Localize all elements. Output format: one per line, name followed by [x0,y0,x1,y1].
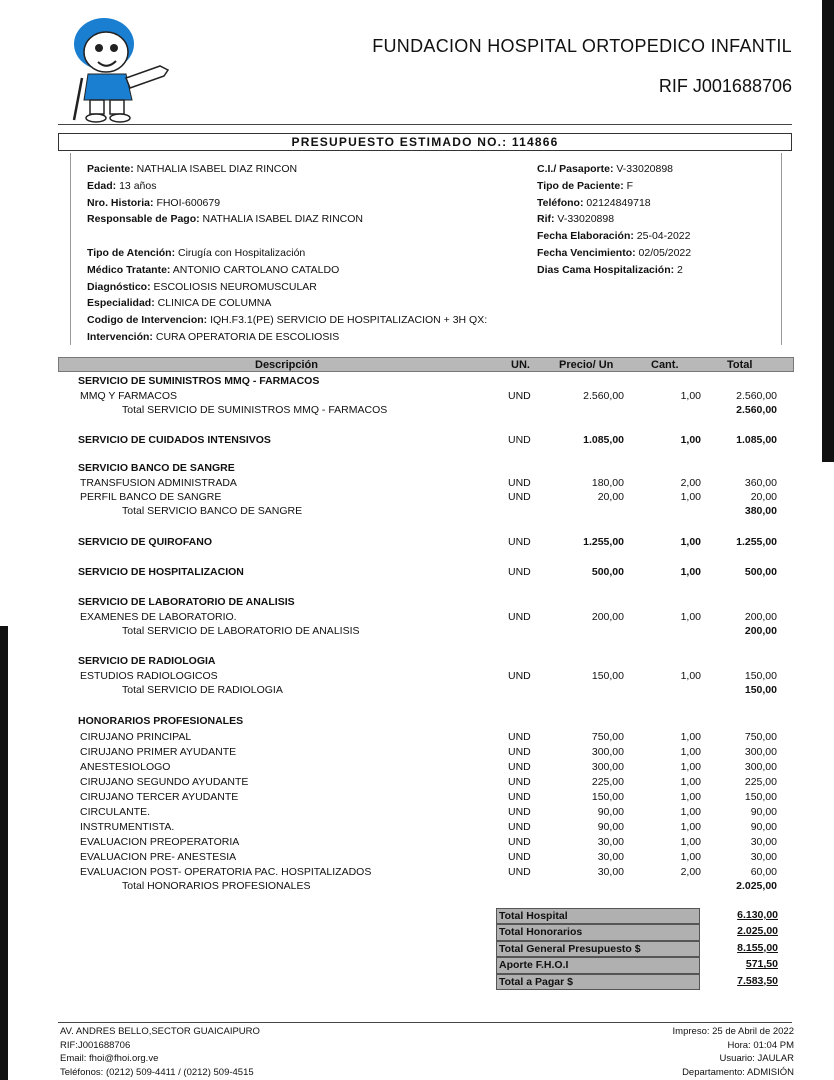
footer-line: Hora: 01:04 PM [727,1039,794,1051]
field-value: IQH.F3.1(PE) SERVICIO DE HOSPITALIZACION + 3H QX: [210,314,488,327]
row-unit: UND [508,836,531,848]
col-description: Descripción [255,359,318,371]
row-quantity: 1,00 [680,821,701,833]
patient-field [87,331,339,343]
row-quantity: 1,00 [680,731,701,743]
row-description: EVALUACION PRE- ANESTESIA [80,851,237,863]
row-price: 225,00 [591,776,624,788]
row-total: 90,00 [750,806,777,818]
row-description: SERVICIO DE SUMINISTROS MMQ - FARMACOS [78,375,320,387]
row-quantity: 2,00 [680,477,701,489]
patient-field [87,180,156,192]
row-price: 30,00 [597,851,624,863]
organization-rif: RIF J001688706 [658,76,792,96]
row-unit: UND [508,611,531,623]
row-unit: UND [508,821,531,833]
row-price: 150,00 [591,791,624,803]
row-unit: UND [508,477,531,489]
row-total: 380,00 [744,505,777,517]
patient-field [537,247,691,259]
row-price: 90,00 [597,806,624,818]
row-price: 1.085,00 [583,434,624,446]
patient-field [87,314,487,326]
field-label: Médico Tratante: [87,263,171,276]
row-description: Total SERVICIO DE LABORATORIO DE ANALISIS [122,625,360,637]
row-quantity: 1,00 [680,776,701,788]
scan-edge-left [0,626,8,1080]
field-value: ESCOLIOSIS NEUROMUSCULAR [153,280,317,293]
row-quantity: 1,00 [680,851,701,863]
patient-field [537,230,691,242]
patient-field [537,180,633,192]
row-description: EXAMENES DE LABORATORIO. [80,611,237,623]
row-unit: UND [508,390,531,402]
field-label: C.I./ Pasaporte: [537,163,614,175]
row-quantity: 1,00 [680,670,701,682]
row-quantity: 1,00 [680,761,701,773]
scan-edge-right [822,0,834,462]
field-label: Dias Cama Hospitalización: [537,263,675,276]
field-label: Tipo de Atención: [87,247,176,259]
row-description: CIRUJANO PRINCIPAL [80,731,192,743]
total-label: Total a Pagar $ [496,974,700,990]
row-total: 200,00 [744,625,777,637]
field-label: Intervención: [87,331,153,343]
field-label: Codigo de Intervencion: [87,314,208,327]
col-quantity: Cant. [651,359,679,371]
row-description: CIRUJANO SEGUNDO AYUDANTE [80,776,249,788]
footer-line: Impreso: 25 de Abril de 2022 [672,1026,794,1037]
field-label: Especialidad: [87,297,155,310]
row-description: EVALUACION PREOPERATORIA [80,836,240,848]
field-label: Tipo de Paciente: [537,179,624,192]
organization-name: FUNDACION HOSPITAL ORTOPEDICO INFANTIL [372,36,792,56]
footer-line: Teléfonos: (0212) 509-4411 / (0212) 509-4515 [60,1066,254,1078]
footer-address [60,1025,260,1079]
row-price: 30,00 [597,836,624,848]
row-price: 200,00 [591,611,624,623]
row-total: 2.560,00 [736,404,777,416]
row-description: SERVICIO DE LABORATORIO DE ANALISIS [78,596,295,608]
row-unit: UND [508,536,531,548]
row-unit: UND [508,851,531,863]
row-total: 2.560,00 [736,390,777,402]
field-value: CURA OPERATORIA DE ESCOLIOSIS [155,331,340,343]
row-price: 300,00 [591,746,624,758]
patient-field [537,163,673,175]
row-quantity: 1,00 [680,746,701,758]
col-price: Precio/ Un [559,359,614,371]
row-description: TRANSFUSION ADMINISTRADA [80,477,237,489]
row-quantity: 1,00 [680,434,701,446]
patient-info-panel [70,153,782,345]
patient-field [87,264,339,276]
field-value: FHOI-600679 [156,196,221,209]
patient-field [537,197,651,209]
row-unit: UND [508,776,531,788]
row-price: 150,00 [591,670,624,682]
row-description: INSTRUMENTISTA. [80,821,175,833]
row-description: Total SERVICIO DE SUMINISTROS MMQ - FARMACOS [122,404,388,416]
row-price: 300,00 [591,761,624,773]
row-description: Total HONORARIOS PROFESIONALES [122,880,311,892]
row-unit: UND [508,491,531,503]
row-unit: UND [508,746,531,758]
row-description: CIRUJANO TERCER AYUDANTE [80,791,239,803]
row-total: 60,00 [750,866,777,878]
total-value: 2.025,00 [737,925,778,938]
field-value: V-33020898 [557,213,615,226]
total-label: Total Honorarios [496,924,700,940]
row-total: 1.255,00 [736,536,777,548]
row-total: 30,00 [750,836,777,848]
patient-field [87,247,305,259]
field-value: Cirugía con Hospitalización [178,247,306,259]
field-label: Nro. Historia: [87,196,154,209]
row-price: 500,00 [591,566,624,578]
field-value: 2 [677,263,683,276]
row-description: MMQ Y FARMACOS [80,390,178,402]
row-description: ANESTESIOLOGO [80,761,171,773]
col-total: Total [727,359,753,371]
row-description: SERVICIO DE RADIOLOGIA [78,655,216,667]
row-description: CIRUJANO PRIMER AYUDANTE [80,746,237,758]
patient-field [87,297,271,309]
total-value: 7.583,50 [737,974,778,987]
field-label: Paciente: [87,163,134,175]
row-description: Total SERVICIO BANCO DE SANGRE [122,505,303,517]
footer-print-info [673,1025,794,1079]
footer-line: Usuario: JAULAR [719,1053,794,1064]
field-value: NATHALIA ISABEL DIAZ RINCON [136,163,298,175]
row-quantity: 1,00 [680,836,701,848]
row-quantity: 1,00 [680,390,701,402]
total-label: Total General Presupuesto $ [496,941,700,957]
patient-field [87,281,317,293]
field-label: Diagnóstico: [87,280,151,293]
row-quantity: 1,00 [680,611,701,623]
document-title: PRESUPUESTO ESTIMADO NO.: 114866 [58,133,792,151]
row-total: 225,00 [744,776,777,788]
row-unit: UND [508,731,531,743]
row-description: SERVICIO BANCO DE SANGRE [78,462,235,474]
row-unit: UND [508,434,531,446]
row-description: SERVICIO DE QUIROFANO [78,536,212,548]
row-description: SERVICIO DE HOSPITALIZACION [78,566,244,578]
row-total: 20,00 [750,491,777,503]
row-total: 500,00 [744,566,777,578]
row-quantity: 2,00 [680,866,701,878]
row-price: 1.255,00 [583,536,624,548]
field-label: Edad: [87,179,117,192]
patient-field [87,213,363,225]
row-total: 200,00 [744,611,777,623]
total-value: 6.130,00 [737,909,778,921]
row-total: 2.025,00 [736,880,777,892]
row-total: 360,00 [744,477,777,489]
field-value: 13 años [119,179,157,192]
row-quantity: 1,00 [680,791,701,803]
field-label: Fecha Vencimiento: [537,247,636,259]
col-unit: UN. [511,359,530,371]
field-label: Fecha Elaboración: [537,230,634,243]
field-label: Rif: [537,213,555,226]
totals-box [496,908,700,990]
row-unit: UND [508,670,531,682]
patient-field [87,163,297,175]
row-price: 2.560,00 [583,390,624,402]
row-quantity: 1,00 [680,536,701,548]
row-total: 750,00 [744,731,777,743]
row-quantity: 1,00 [680,806,701,818]
row-description: HONORARIOS PROFESIONALES [78,715,244,727]
row-total: 300,00 [744,746,777,758]
field-value: CLINICA DE COLUMNA [157,297,272,310]
row-unit: UND [508,806,531,818]
row-total: 30,00 [750,851,777,863]
row-quantity: 1,00 [680,491,701,503]
footer-divider [58,1022,792,1023]
footer-line: RIF:J001688706 [60,1039,131,1051]
row-price: 30,00 [597,866,624,878]
field-value: NATHALIA ISABEL DIAZ RINCON [202,213,363,226]
mascot-logo-icon [60,8,180,124]
row-unit: UND [508,566,531,578]
row-unit: UND [508,761,531,773]
row-description: Total SERVICIO DE RADIOLOGIA [122,684,283,696]
field-value: 02/05/2022 [638,247,692,259]
patient-field [87,197,220,209]
header-divider [58,124,792,125]
row-description: SERVICIO DE CUIDADOS INTENSIVOS [78,434,271,446]
row-description: ESTUDIOS RADIOLOGICOS [80,670,218,682]
row-description: EVALUACION POST- OPERATORIA PAC. HOSPITALIZADOS [80,866,372,878]
field-value: 02124849718 [586,196,651,209]
field-label: Responsable de Pago: [87,213,200,226]
total-value: 8.155,00 [737,941,778,954]
field-value: V-33020898 [616,163,674,175]
row-total: 150,00 [744,791,777,803]
row-total: 300,00 [744,761,777,773]
patient-field [537,264,683,276]
row-price: 180,00 [591,477,624,489]
field-label: Teléfono: [537,196,584,209]
field-value: F [626,179,634,192]
row-total: 150,00 [744,684,777,696]
total-label: Total Hospital [496,908,700,924]
row-total: 90,00 [750,821,777,833]
footer-line: AV. ANDRES BELLO,SECTOR GUAICAIPURO [60,1026,260,1037]
row-description: CIRCULANTE. [80,806,151,818]
row-unit: UND [508,866,531,878]
row-price: 20,00 [597,491,624,503]
total-label: Aporte F.H.O.I [496,957,700,973]
row-total: 1.085,00 [736,434,777,446]
row-description: PERFIL BANCO DE SANGRE [80,491,222,503]
field-value: ANTONIO CARTOLANO CATALDO [172,263,340,276]
row-quantity: 1,00 [680,566,701,578]
footer-line: Email: fhoi@fhoi.org.ve [60,1053,159,1064]
row-price: 90,00 [597,821,624,833]
row-unit: UND [508,791,531,803]
patient-field [537,213,614,225]
row-price: 750,00 [591,731,624,743]
field-value: 25-04-2022 [636,230,691,243]
total-value: 571,50 [745,958,778,971]
row-total: 150,00 [744,670,777,682]
footer-line: Departamento: ADMISIÓN [682,1066,794,1078]
table-header [58,357,794,372]
